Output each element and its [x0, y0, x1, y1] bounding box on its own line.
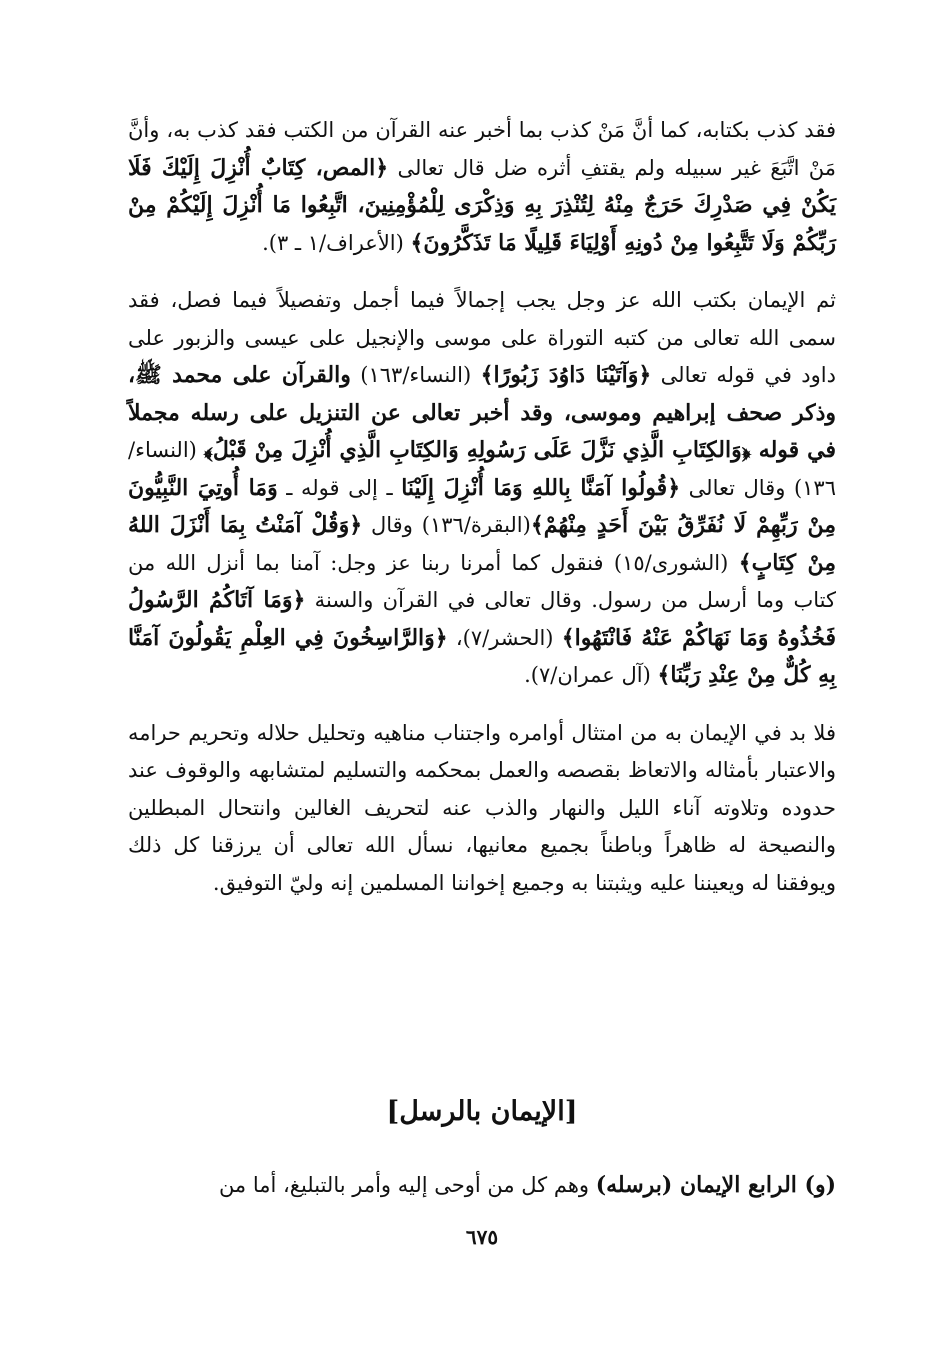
paragraph-1	[128, 112, 836, 262]
text-run: (الأعراف/١ ـ ٣).	[262, 230, 411, 255]
paragraph-2	[128, 282, 836, 695]
quran-verse: ﴿وَالرَّاسِخُونَ فِي العِلْمِ يَقُولُونَ آمَنَّا بِهِ كُلٌّ مِنْ عِنْدِ رَبِّنَا﴾	[128, 624, 836, 688]
text-run: (الشورى/١٥) فنقول كما أمرنا ربنا عز وجل: آمنا بما أنزل الله من كتاب وما أرسل من رسول. وقال تعالى في القرآن والسنة	[128, 550, 836, 612]
quran-verse: والقرآن على محمد ﷺ، وذكر صحف إبراهيم وموسى، وقد أخبر تعالى عن التنزيل على رسله مجملاً في قوله	[128, 362, 836, 463]
text-run: (آل عمران/٧).	[524, 663, 658, 687]
text-run: (الحشر/٧)،	[447, 625, 562, 650]
quran-verse: ﴿وَمَا آتَاكُمُ الرَّسُولُ فَخُذُوهُ وَمَا نَهَاكُمْ عَنْهُ فَانْتَهُوا﴾	[128, 587, 836, 651]
section-intro-line	[128, 1166, 836, 1204]
paragraph-3	[128, 715, 836, 903]
text-run: فقد كذب بكتابه، كما أنَّ مَنْ كذب بما أخبر عنه القرآن من الكتب فقد كذب به، وأنَّ مَنْ اتَّبَعَ غير سبيله ولم يقتفِ أثره ضل قال تعالى	[128, 118, 836, 180]
quran-verse: (و) الرابع الإيمان (برسله)	[595, 1172, 836, 1198]
quran-verse: ﴿وَالكِتَابِ الَّذِي نَزَّلَ عَلَى رَسُولِهِ وَالكِتَابِ الَّذِي أُنْزِلَ مِنْ قَبْلُ﴾	[203, 437, 751, 463]
page-number: ٦٧٥	[465, 1225, 499, 1249]
text-run: فلا بد في الإيمان به من امتثال أوامره واجتناب مناهيه وتحليل حلاله وتحريم حرامه والاعتبار بأمثاله والاتعاظ بقصصه والعمل بمحكمه والتسليم لمتشابهه والوقوف عند حدوده وتلاوته آناء الليل والنهار والذب عنه لتحريف الغالين وانتحال المبطلين والنصيحة له ظاهراً وباطناً بجميع معانيها، نسأل الله تعالى أن يرزقنا كل ذلك ويوفقنا له ويعيننا عليه ويثبتنا به وجميع إخواننا المسلمين إنه وليّ التوفيق.	[128, 720, 836, 895]
quran-verse: وَمَا أُوتِيَ النَّبِيُّونَ مِنْ رَبِّهِمْ لَا نُفَرِّقُ بَيْنَ أَحَدٍ مِنْهُمْ﴾	[128, 474, 837, 538]
section-heading: [الإيمان بالرسل]	[386, 1096, 578, 1127]
text-run: ـ إلى قوله ـ	[277, 475, 402, 500]
page-body	[128, 112, 836, 902]
text-run: (النساء/١٣٦) وقال تعالى	[128, 438, 836, 500]
text-run: (النساء/١٦٣)	[350, 363, 481, 387]
text-run: ثم الإيمان بكتب الله عز وجل يجب إجمالاً فيما أجمل وتفصيلاً فيما فصل، فقد سمى الله تعالى من كتبه التوراة على موسى والإنجيل على عيسى والزبور على داود في قوله تعالى	[128, 288, 836, 387]
text-run: (البقرة/١٣٦) وقال	[362, 513, 531, 537]
quran-verse: ﴿المص، كِتَابٌ أُنْزِلَ إِلَيْكَ فَلَا يَكُنْ فِي صَدْرِكَ حَرَجٌ مِنْهُ لِتُنْذِرَ بِهِ وَذِكْرَى لِلْمُؤْمِنِينَ، اتَّبِعُوا مَا أُنْزِلَ إِلَيْكُمْ مِنْ رَبِّكُمْ وَلَا تَتَّبِعُوا مِنْ دُونِهِ أَوْلِيَاءَ قَلِيلًا مَا تَذَكَّرُونَ﴾	[128, 154, 836, 256]
quran-verse: ﴿وَقُلْ آمَنْتُ بِمَا أَنْزَلَ اللهُ مِنْ كِتَابٍ﴾	[128, 512, 836, 576]
quran-verse: ﴿وَآتَيْنَا دَاوُدَ زَبُورًا﴾	[480, 362, 652, 388]
quran-verse: ﴿قُولُوا آمَنَّا بِاللهِ وَمَا أُنْزِلَ إِلَيْنَا	[401, 474, 681, 501]
text-run: وهم كل من أوحى إليه وأمر بالتبليغ، أما من	[218, 1173, 596, 1197]
